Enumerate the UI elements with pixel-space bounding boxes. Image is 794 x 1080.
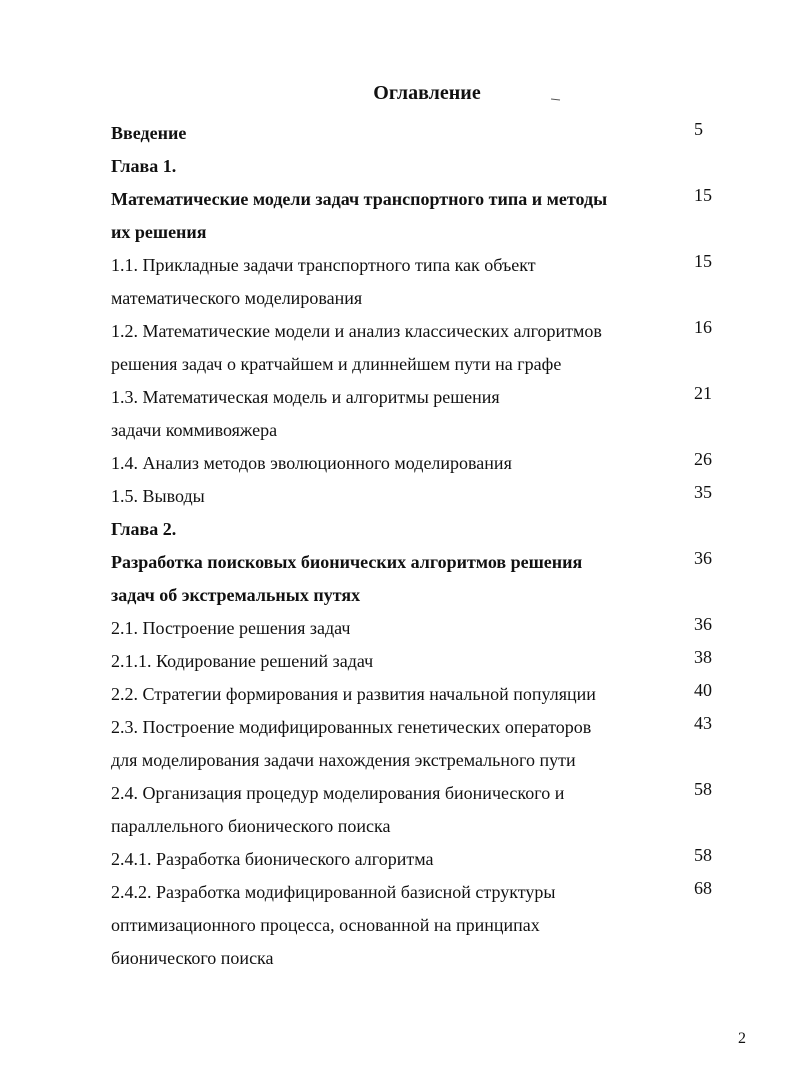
toc-entry-text: 2.1. Построение решения задач: [111, 618, 351, 638]
toc-entry-text: 1.5. Выводы: [111, 486, 205, 506]
toc-entry-text: оптимизационного процесса, основанной на принципах: [111, 915, 540, 935]
toc-entry-page: 58: [694, 779, 712, 799]
toc-entry: [0, 677, 794, 710]
toc-entry: [0, 578, 794, 611]
toc-entry: [0, 809, 794, 842]
toc-entry-text: Математические модели задач транспортного типа и методы: [111, 189, 608, 209]
toc-entry: [0, 710, 794, 743]
page-title: Оглавление: [373, 82, 481, 104]
toc-entry-text: параллельного бионического поиска: [111, 816, 391, 836]
toc-entry: [0, 941, 794, 974]
toc-entry: [0, 116, 794, 149]
toc-entry-page: 15: [694, 251, 712, 271]
toc-entry: [0, 776, 794, 809]
toc-entry-text: решения задач о кратчайшем и длиннейшем пути на графе: [111, 354, 562, 374]
toc-entry: [0, 545, 794, 578]
toc-entry-page: 40: [694, 680, 712, 700]
toc-entry-text: задачи коммивояжера: [111, 420, 278, 440]
toc-entry: [0, 215, 794, 248]
toc-entry-text: бионического поиска: [111, 948, 274, 968]
toc-entry-page: 68: [694, 878, 712, 898]
toc-entry-text: 1.3. Математическая модель и алгоритмы решения: [111, 387, 500, 407]
toc-entry: [0, 611, 794, 644]
toc-entry-text: 2.4. Организация процедур моделирования бионического и: [111, 783, 565, 803]
toc-entry-page: 26: [694, 449, 712, 469]
toc-entry-text: 2.3. Построение модифицированных генетических операторов: [111, 717, 592, 737]
toc-entry: [0, 875, 794, 908]
toc-entry-text: Введение: [111, 123, 187, 143]
toc-entry: [0, 842, 794, 875]
toc-entry: [0, 512, 794, 545]
toc-entry: [0, 281, 794, 314]
toc-entry-text: задач об экстремальных путях: [111, 585, 361, 605]
toc-entry-text: Глава 2.: [111, 519, 177, 539]
toc-entry: [0, 314, 794, 347]
page-number: 2: [738, 1030, 746, 1047]
toc-entry-text: для моделирования задачи нахождения экстремального пути: [111, 750, 576, 770]
toc-entry-page: 21: [694, 383, 712, 403]
toc-entry-text: 1.4. Анализ методов эволюционного моделирования: [111, 453, 512, 473]
toc-entry: [0, 149, 794, 182]
toc-entry: [0, 347, 794, 380]
toc-entry-text: математического моделирования: [111, 288, 363, 308]
toc-entry: [0, 743, 794, 776]
toc-entry-page: 15: [694, 185, 712, 205]
toc-entry: [0, 446, 794, 479]
toc-entry-text: Глава 1.: [111, 156, 177, 176]
toc-entry: [0, 413, 794, 446]
toc-entry-text: 1.1. Прикладные задачи транспортного типа как объект: [111, 255, 536, 275]
toc-entry-text: Разработка поисковых бионических алгоритмов решения: [111, 552, 583, 572]
toc-entry: [0, 644, 794, 677]
toc-entry-text: 2.1.1. Кодирование решений задач: [111, 651, 374, 671]
toc-entry-text: 2.4.1. Разработка бионического алгоритма: [111, 849, 434, 869]
toc-entry: [0, 182, 794, 215]
toc-entry-text: 2.2. Стратегии формирования и развития начальной популяции: [111, 684, 596, 704]
toc-entry-page: 5: [694, 119, 703, 139]
table-of-contents: [0, 116, 794, 974]
toc-entry: [0, 908, 794, 941]
toc-entry-page: 36: [694, 614, 712, 634]
toc-entry-page: 43: [694, 713, 712, 733]
toc-entry-page: 16: [694, 317, 712, 337]
toc-entry-text: 1.2. Математические модели и анализ классических алгоритмов: [111, 321, 602, 341]
toc-entry: [0, 479, 794, 512]
toc-entry-text: 2.4.2. Разработка модифицированной базисной структуры: [111, 882, 556, 902]
toc-entry-text: их решения: [111, 222, 207, 242]
toc-entry: [0, 380, 794, 413]
toc-entry-page: 35: [694, 482, 712, 502]
toc-entry-page: 36: [694, 548, 712, 568]
toc-entry-page: 58: [694, 845, 712, 865]
toc-entry-page: 38: [694, 647, 712, 667]
toc-entry: [0, 248, 794, 281]
